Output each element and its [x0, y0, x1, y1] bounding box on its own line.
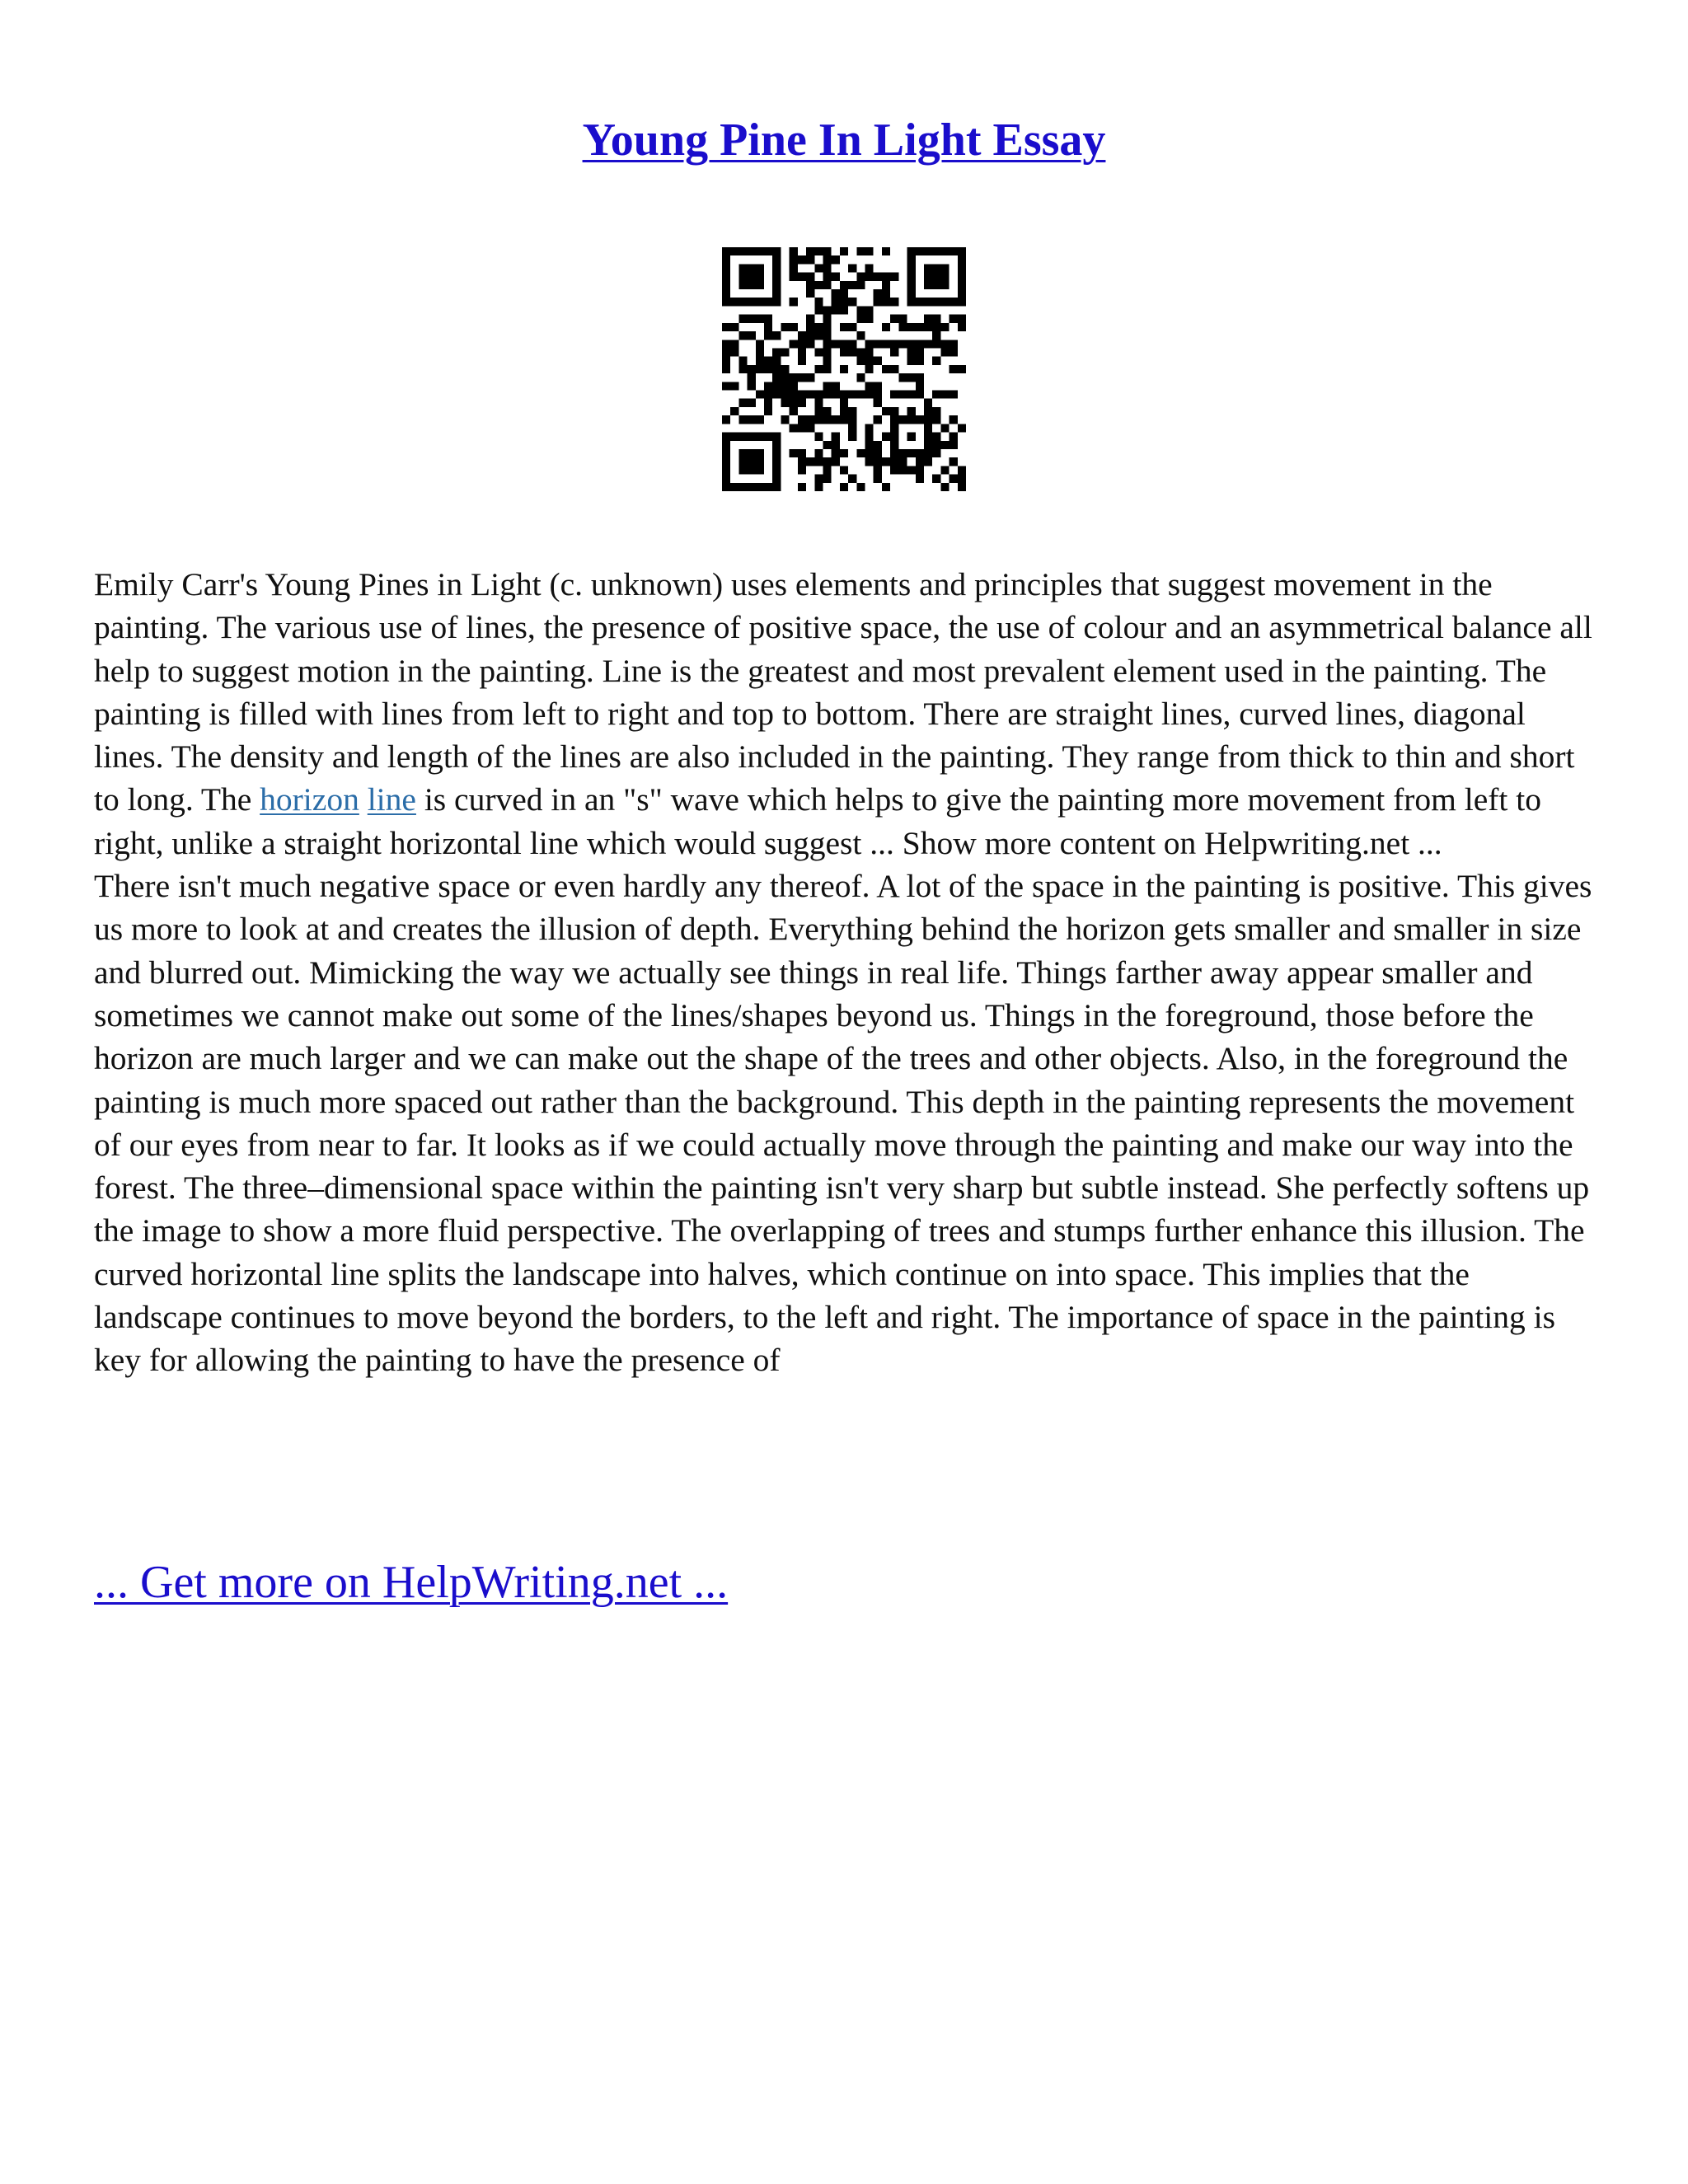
more-link-container — [94, 1556, 728, 1609]
qr-code-icon — [722, 247, 966, 491]
essay-body — [94, 563, 1602, 1382]
essay-text-part-1: Emily Carr's Young Pines in Light (c. unknown) uses elements and principles that suggest movement in the painting. The various use of lines, the presence of positive space, the use of colour and an asymmetrical balance all help to suggest motion in the painting. Line is the greatest and most prevalent element used in the painting. The painting is filled with lines from left to right and top to bottom. There are straight lines, curved lines, diagonal lines. The density and length of the lines are also included in the painting. They range from thick to thin and short to long. The — [94, 566, 1592, 818]
essay-paragraph-2: There isn't much negative space or even hardly any thereof. A lot of the space in the painting is positive. This gives us more to look at and creates the illusion of depth. Everything behind the horizon gets smaller and smaller in size and blurred out. Mimicking the way we actually see things in real life. Things farther away appear smaller and sometimes we cannot make out some of the lines/shapes beyond us. Things in the foreground, those before the horizon are much larger and we can make out the shape of the trees and other objects. Also, in the foreground the painting is much more spaced out rather than the background. This depth in the painting represents the movement of our eyes from near to far. It looks as if we could actually move through the painting and make our way into the forest. The three–dimensional space within the painting isn't very sharp but subtle instead. She perfectly softens up the image to show a more fluid perspective. The overlapping of trees and stumps further enhance this illusion. The curved horizontal line splits the landscape into halves, which continue on into space. This implies that the landscape continues to move beyond the borders, to the left and right. The importance of space in the painting is key for allowing the painting to have the presence of — [94, 868, 1592, 1379]
get-more-link[interactable]: ... Get more on HelpWriting.net ... — [94, 1557, 729, 1608]
essay-paragraph-1 — [94, 563, 1602, 865]
title-container — [0, 114, 1688, 166]
essay-text-part-2: is curved in an "s" wave which helps to give the painting more movement from left to right, unlike a straight horizontal line which would suggest ... Show more content on Helpwriting.net ... — [94, 781, 1541, 861]
line-link[interactable]: line — [367, 781, 416, 818]
page-title-link[interactable]: Young Pine In Light Essay — [582, 115, 1106, 166]
horizon-link[interactable]: horizon — [260, 781, 359, 818]
